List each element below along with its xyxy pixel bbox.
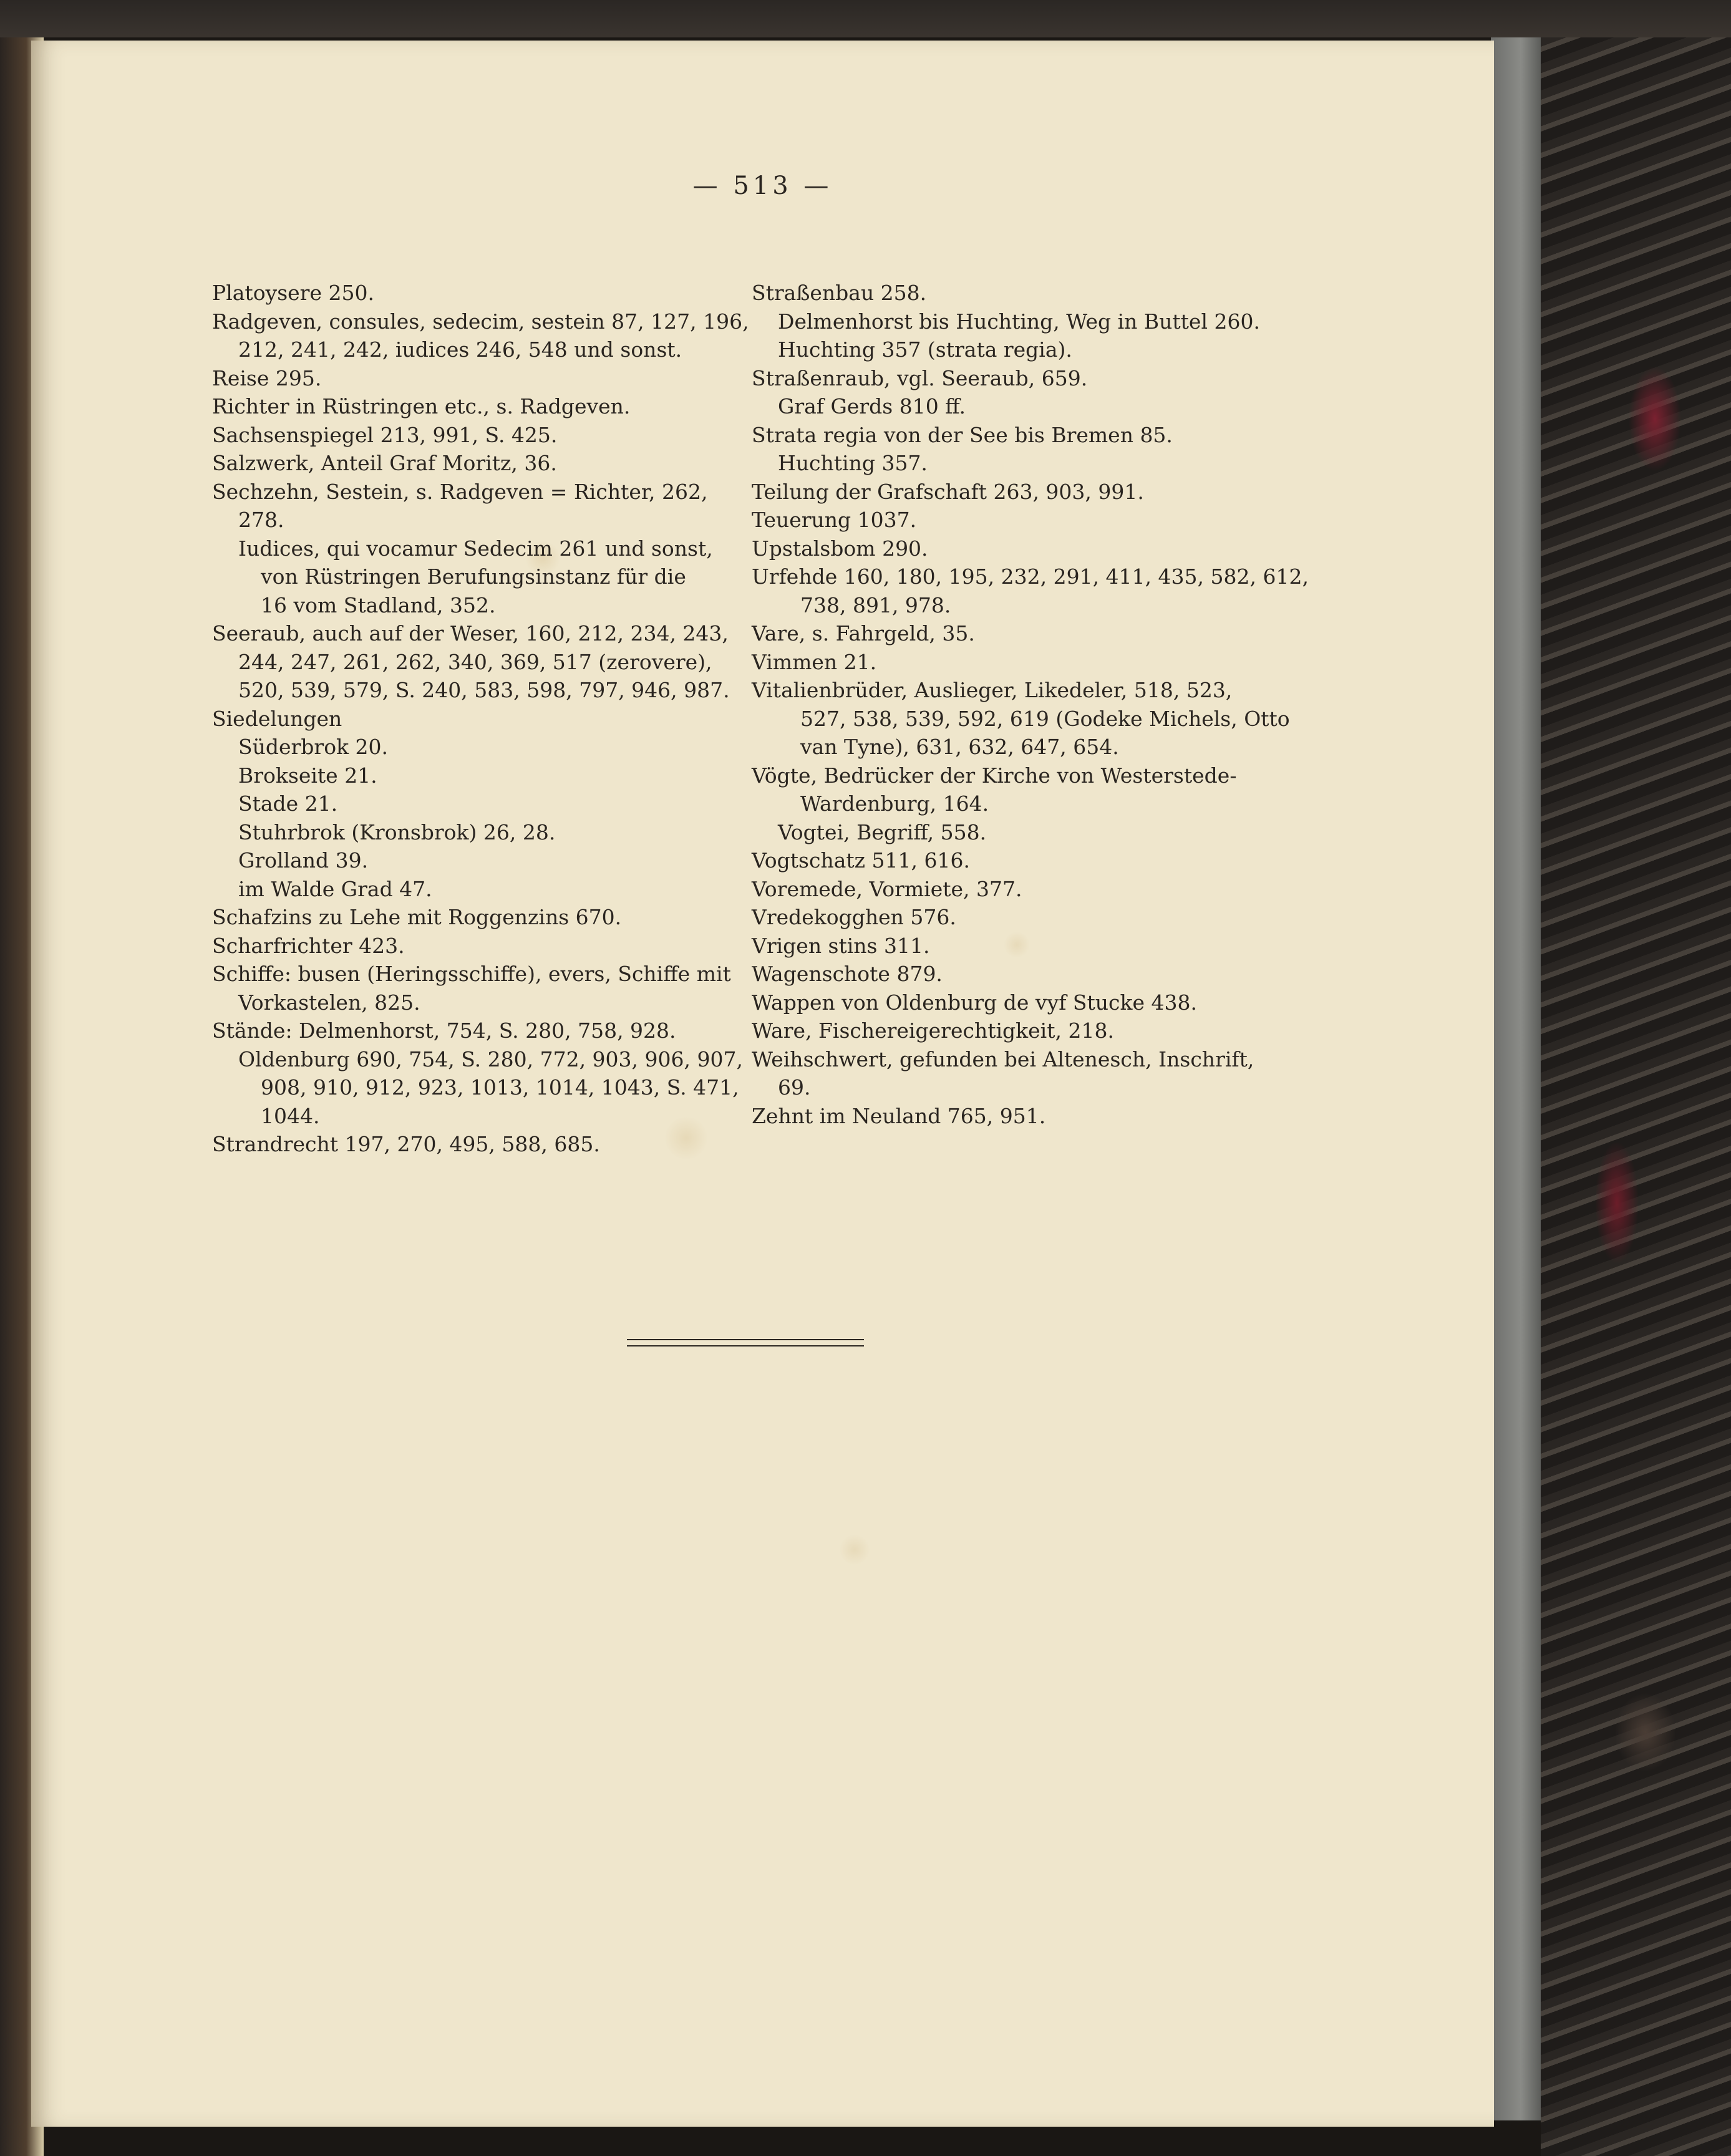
index-entry-line: Stade 21.: [238, 791, 338, 816]
marbled-endpaper: [1541, 37, 1731, 2156]
index-column-left: [212, 279, 761, 1159]
index-entry-line: Vimmen 21.: [752, 649, 877, 674]
index-entry-line: Huchting 357.: [778, 451, 928, 475]
page-number: — 513 —: [692, 172, 833, 200]
index-entry-line: Zehnt im Neuland 765, 951.: [752, 1103, 1046, 1128]
index-entry-line: 244, 247, 261, 262, 340, 369, 517 (zerovere),: [238, 649, 712, 674]
index-entry-line: Vare, s. Fahrgeld, 35.: [752, 621, 975, 645]
index-entry-line: Huchting 357 (strata regia).: [778, 337, 1072, 362]
index-entry-line: Urfehde 160, 180, 195, 232, 291, 411, 435, 582, 612,: [752, 564, 1309, 589]
index-entry-line: Sachsenspiegel 213, 991, S. 425.: [212, 422, 558, 447]
index-entry-line: Straßenbau 258.: [752, 281, 927, 305]
index-entry-line: Reise 295.: [212, 365, 322, 390]
index-entry-line: Schiffe: busen (Heringsschiffe), evers, Schiffe mit: [212, 962, 731, 986]
index-entry-line: 212, 241, 242, iudices 246, 548 und sonst.: [238, 337, 682, 362]
index-entry-line: Weihschwert, gefunden bei Altenesch, Inschrift,: [752, 1047, 1254, 1071]
index-entry-line: 527, 538, 539, 592, 619 (Godeke Michels, Otto: [800, 706, 1290, 731]
index-entry-line: Graf Gerds 810 ff.: [778, 394, 966, 418]
index-entry-line: Wappen von Oldenburg de vyf Stucke 438.: [752, 990, 1198, 1015]
index-entry-line: Vitalienbrüder, Auslieger, Likedeler, 518, 523,: [752, 678, 1233, 702]
index-entry-line: Vorkastelen, 825.: [238, 990, 420, 1015]
index-column-right: [752, 279, 1309, 1130]
index-entry-line: Stuhrbrok (Kronsbrok) 26, 28.: [238, 819, 556, 844]
book-page: [31, 41, 1494, 2127]
index-entry-line: Siedelungen: [212, 706, 342, 731]
index-entry-line: Strandrecht 197, 270, 495, 588, 685.: [212, 1132, 600, 1156]
index-entry-line: Teilung der Grafschaft 263, 903, 991.: [752, 479, 1144, 504]
index-entry-line: Süderbrok 20.: [238, 735, 389, 759]
index-entry-line: Grolland 39.: [238, 848, 369, 873]
index-entry-line: Salzwerk, Anteil Graf Moritz, 36.: [212, 451, 557, 475]
index-entry-line: Vredekogghen 576.: [752, 905, 956, 929]
index-entry-line: Stände: Delmenhorst, 754, S. 280, 758, 928.: [212, 1018, 676, 1043]
index-entry-line: Iudices, qui vocamur Sedecim 261 und sonst,: [238, 536, 713, 561]
index-entry-line: Wagenschote 879.: [752, 962, 943, 986]
index-entry-line: Platoysere 250.: [212, 281, 374, 305]
index-entry-line: Oldenburg 690, 754, S. 280, 772, 903, 906, 907,: [238, 1047, 743, 1071]
index-entry-line: 908, 910, 912, 923, 1013, 1014, 1043, S. 471,: [261, 1075, 739, 1100]
index-entry-line: 278.: [238, 508, 284, 532]
index-entry-line: Upstalsbom 290.: [752, 536, 928, 561]
index-entry-line: 16 vom Stadland, 352.: [261, 592, 496, 617]
index-entry-line: Ware, Fischereigerechtigkeit, 218.: [752, 1018, 1114, 1043]
cover-board-edge: [1491, 37, 1541, 2120]
index-entry-line: Delmenhorst bis Huchting, Weg in Buttel 260.: [778, 309, 1260, 334]
index-entry-line: Richter in Rüstringen etc., s. Radgeven.: [212, 394, 631, 418]
index-entry-line: Seeraub, auch auf der Weser, 160, 212, 234, 243,: [212, 621, 729, 645]
index-entry-line: Vogtei, Begriff, 558.: [778, 819, 987, 844]
index-entry-line: Sechzehn, Sestein, s. Radgeven = Richter, 262,: [212, 479, 708, 504]
index-entry-line: van Tyne), 631, 632, 647, 654.: [800, 735, 1119, 759]
index-entry-line: Vögte, Bedrücker der Kirche von Westerstede-: [752, 763, 1237, 788]
index-entry-line: Straßenraub, vgl. Seeraub, 659.: [752, 365, 1088, 390]
index-entry-line: Vogtschatz 511, 616.: [752, 848, 970, 873]
index-entry-line: Strata regia von der See bis Bremen 85.: [752, 422, 1173, 447]
book-cover-top: [0, 0, 1731, 37]
index-entry-line: 520, 539, 579, S. 240, 583, 598, 797, 946, 987.: [238, 678, 730, 702]
index-entry-line: Vrigen stins 311.: [752, 933, 930, 958]
index-entry-line: Voremede, Vormiete, 377.: [752, 876, 1022, 901]
index-entry-line: 69.: [778, 1075, 811, 1100]
closing-rule-top: [627, 1339, 864, 1340]
index-entry-line: Wardenburg, 164.: [800, 791, 989, 816]
index-entry-line: 738, 891, 978.: [800, 592, 951, 617]
closing-rule-bottom: [627, 1345, 864, 1346]
index-entry-line: Scharfrichter 423.: [212, 933, 405, 958]
index-entry-line: Brokseite 21.: [238, 763, 377, 788]
index-entry-line: Teuerung 1037.: [752, 508, 917, 532]
index-entry-line: Radgeven, consules, sedecim, sestein 87, 127, 196,: [212, 309, 749, 334]
index-entry-line: von Rüstringen Berufungsinstanz für die: [261, 564, 686, 589]
index-entry-line: 1044.: [261, 1103, 320, 1128]
index-entry-line: im Walde Grad 47.: [238, 876, 432, 901]
index-entry-line: Schafzins zu Lehe mit Roggenzins 670.: [212, 905, 622, 929]
